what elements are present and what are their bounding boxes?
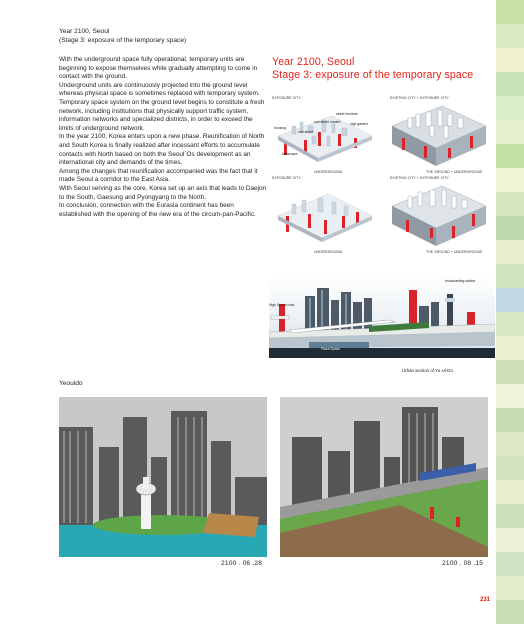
callout-housing: housing	[274, 126, 286, 130]
diagram-existing-exposure-city-2	[386, 176, 490, 256]
photo-date-1: 2100 . 06 .28	[221, 560, 263, 567]
diagram-isometric-illustration	[272, 176, 376, 256]
callout-landscape: landscape	[282, 152, 298, 156]
diagram-top-label: EXPOSURE CITY	[272, 176, 301, 180]
callout-high-speed-road: High Speed road	[269, 303, 295, 307]
color-strip-cell	[496, 360, 524, 384]
header-line-2: (Stage 3: exposure of the temporary space)	[59, 36, 187, 44]
urban-section-illustration	[269, 276, 495, 358]
color-strip-cell	[496, 216, 524, 240]
color-strip-cell	[496, 312, 524, 336]
callout-sub-street: sub-street	[298, 130, 314, 134]
body-paragraph: With the underground space fully operational, temporary units are beginning to expose themselves while gradually attempting to come in contact with the ground.	[59, 56, 258, 81]
photo-collage	[59, 397, 267, 557]
urban-section-drawing	[269, 276, 495, 358]
color-strip-cell	[496, 144, 524, 168]
body-paragraph: In the year 2100, Korea enters upon a new phase. Reunification of North and South Korea is finally realized after incessant efforts to accumulate contacts with North based on both the Seoul´Os development as an international city and demands of the times.	[59, 133, 265, 167]
color-strip-cell	[496, 192, 524, 216]
color-strip-cell	[496, 336, 524, 360]
body-paragraph: Temporary space system on the ground level begins to constitute a fresh network, including institutions that physically support traffic system, information networks and specialized districts, in order to exceed the limits of underground network.	[59, 98, 265, 132]
diagram-bottom-label: THE GROUND + UNDERGROUND	[426, 250, 483, 254]
header-line-1: Year 2100, Seoul	[59, 28, 110, 35]
callout-broadcasting-station: broadcasting station	[445, 279, 476, 283]
diagram-exposure-city-1	[272, 96, 376, 176]
diagram-exposure-city-2	[272, 176, 376, 256]
color-strip-cell	[496, 432, 524, 456]
color-strip-cell	[496, 384, 524, 408]
yeouido-label: Yeouido	[59, 380, 83, 387]
diagram-bottom-label: UNDERGROUND	[314, 170, 343, 174]
photo-date-2: 2100 . 08 .15	[442, 560, 484, 567]
color-strip-cell	[496, 120, 524, 144]
color-strip-cell	[496, 168, 524, 192]
diagram-isometric-illustration	[272, 96, 376, 176]
callout-sub-street-market: sub-street market	[314, 120, 341, 124]
color-strip-cell	[496, 456, 524, 480]
color-strip-cell	[496, 600, 524, 624]
color-strip-cell	[496, 24, 524, 48]
photo-collage	[280, 397, 488, 557]
color-strip-cell	[496, 48, 524, 72]
diagram-isometric-illustration	[386, 96, 490, 176]
color-strip-cell	[496, 96, 524, 120]
color-strip-cell	[496, 528, 524, 552]
color-strip-cell	[496, 576, 524, 600]
photo-yeouido-2100-06-28	[59, 397, 267, 557]
color-strip-cell	[496, 504, 524, 528]
body-paragraph: With Seoul serving as the core, Korea set up an axis that leads to Daejon to the South, Gaesung and Pyongyang to the North.	[59, 184, 267, 201]
diagram-top-label: EXISTING CITY + EXPOSURE CITY	[390, 96, 449, 100]
color-strip-cell	[496, 552, 524, 576]
body-paragraph: Underground units are continuously projected into the ground level whereas physical space is sometimes replaced with temporary system.	[59, 81, 260, 98]
color-strip-cell	[496, 72, 524, 96]
callout-street-furniture: street furniture	[336, 112, 358, 116]
color-strip-cell	[496, 0, 524, 24]
urban-section-caption: Urban section of Yu-Ui-Do	[402, 368, 453, 373]
color-strip-cell	[496, 240, 524, 264]
section-title-line-1: Year 2100, Seoul	[272, 56, 355, 68]
section-title	[272, 56, 496, 82]
page-header	[59, 28, 259, 45]
color-strip-cell	[496, 288, 524, 312]
diagram-top-label: EXISTING CITY + EXPOSURE CITY	[390, 176, 449, 180]
color-strip	[496, 0, 524, 624]
body-paragraph: Among the changes that reunification accompanied was the fact that it made Seoul a corridor to the East Asia.	[59, 167, 258, 184]
body-text	[59, 56, 267, 219]
page-number: 231	[480, 597, 491, 603]
section-title-line-2: Stage 3: exposure of the temporary space	[272, 69, 474, 81]
callout-high-garden: high garden	[350, 122, 368, 126]
color-strip-cell	[496, 264, 524, 288]
color-strip-cell	[496, 408, 524, 432]
body-paragraph: In conclusion, connection with the Eurasia continent has been established with the opening of the new era of the circum-pan-Pacific.	[59, 202, 256, 218]
diagram-top-label: EXPOSURE CITY	[272, 96, 301, 100]
diagram-bottom-label: THE GROUND + UNDERGROUND	[426, 170, 483, 174]
color-strip-cell	[496, 480, 524, 504]
diagram-existing-exposure-city-1	[386, 96, 490, 176]
diagram-bottom-label: UNDERGROUND	[314, 250, 343, 254]
photo-yeouido-2100-08-15	[280, 397, 488, 557]
callout-plaza-space: Plaza Space	[321, 347, 341, 351]
diagram-isometric-illustration	[386, 176, 490, 256]
